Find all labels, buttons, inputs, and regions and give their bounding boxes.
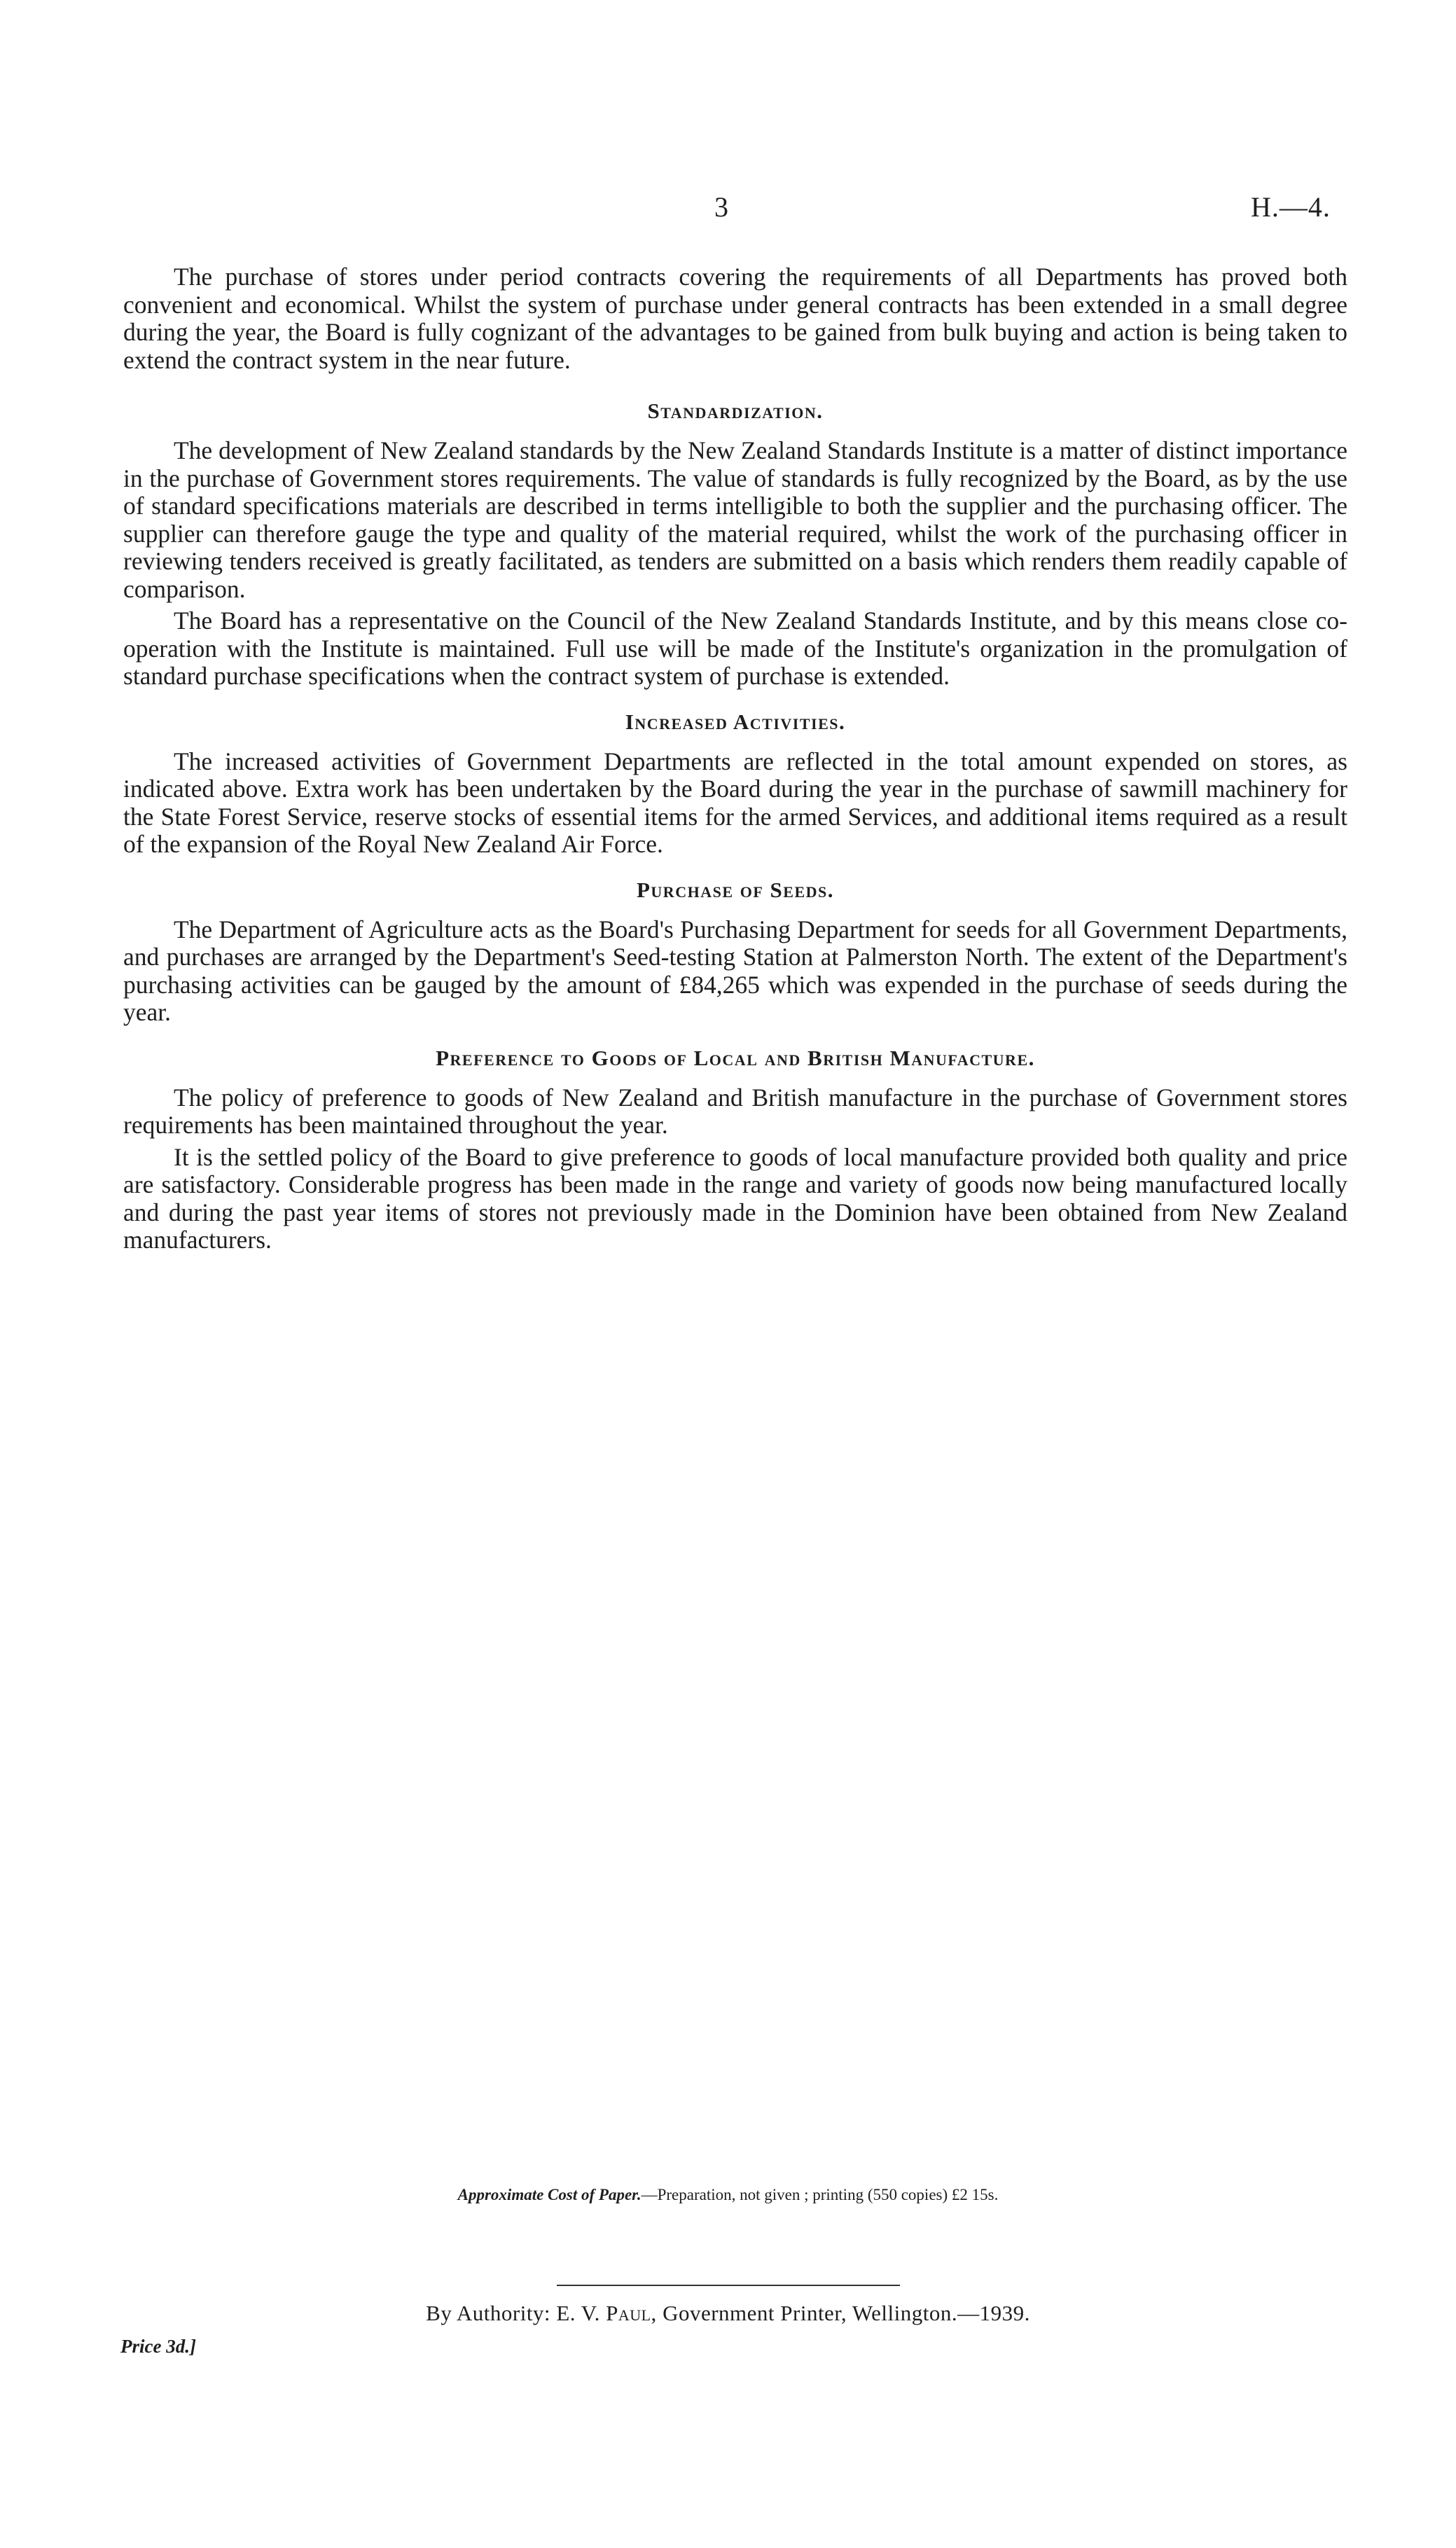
cost-of-paper-note — [0, 2186, 1456, 2204]
printer-name: Paul, — [606, 2301, 657, 2325]
footer-rule — [557, 2285, 900, 2286]
body-text — [123, 263, 1347, 1259]
printer-authority — [0, 2301, 1456, 2326]
authority-prefix: By Authority: — [426, 2301, 551, 2325]
paragraph-standardization-2: The Board has a representative on the Council of the New Zealand Standards Institute, and by this means close co-operation with the Institute is maintained. Full use will be made of the Institute's organization in the promulgation of standard purchase specifications when the contract system of purchase is extended. — [123, 607, 1347, 690]
authority-suffix: Government Printer, Wellington.—1939. — [663, 2301, 1030, 2325]
page-number: 3 — [714, 191, 728, 223]
document-reference: H.—4. — [1251, 191, 1331, 223]
cost-text: —Preparation, not given ; printing (550 copies) £2 15s. — [641, 2186, 999, 2203]
price-note: Price 3d.] — [120, 2336, 196, 2357]
paragraph-intro: The purchase of stores under period contracts covering the requirements of all Departments has proved both convenient and economical. Whilst the system of purchase under general contracts has been extended in a small degree during the year, the Board is fully cognizant of the advantages to be gained from bulk buying and action is being taken to extend the contract system in the near future. — [123, 263, 1347, 374]
paragraph-preference-2: It is the settled policy of the Board to give preference to goods of local manufacture provided both quality and price are satisfactory. Considerable progress has been made in the range and variety of goods now being manufactured locally and during the past year items of stores not previously made in the Dominion have been obtained from New Zealand manufacturers. — [123, 1142, 1347, 1254]
heading-preference: Preference to Goods of Local and British Manufacture. — [436, 1045, 1035, 1070]
heading-purchase-of-seeds: Purchase of Seeds. — [636, 877, 835, 902]
heading-standardization: Standardization. — [647, 399, 824, 423]
cost-label: Approximate Cost of Paper. — [457, 2186, 642, 2203]
paragraph-increased-activities: The increased activities of Government Departments are reflected in the total amount expended on stores, as indicated above. Extra work has been undertaken by the Board during the year in the purchase of sawmill machinery for the State Forest Service, reserve stocks of essential items for the armed Services, and additional items required as a result of the expansion of the Royal New Zealand Air Force. — [123, 747, 1347, 858]
paragraph-preference-1: The policy of preference to goods of New Zealand and British manufacture in the purchase of Government stores requirements has been maintained throughout the year. — [123, 1083, 1347, 1139]
heading-increased-activities: Increased Activities. — [625, 709, 846, 734]
page-header — [0, 191, 1456, 233]
paragraph-purchase-of-seeds: The Department of Agriculture acts as the Board's Purchasing Department for seeds for all Government Departments, and purchases are arranged by the Department's Seed-testing Station at Palmerston North. The extent of the Department's purchasing activities can be gauged by the amount of £84,265 which was expended in the purchase of seeds during the year. — [123, 915, 1347, 1026]
paragraph-standardization-1: The development of New Zealand standards by the New Zealand Standards Institute is a matter of distinct importance in the purchase of Government stores requirements. The value of standards is fully recognized by the Board, as by the use of standard specifications materials are described in terms intelligible to both the supplier and the purchasing officer. The supplier can therefore gauge the type and quality of the material required, whilst the work of the purchasing officer in reviewing tenders received is greatly facilitated, as tenders are submitted on a basis which renders them readily capable of comparison. — [123, 436, 1347, 603]
printer-initials: E. V. — [556, 2301, 600, 2325]
